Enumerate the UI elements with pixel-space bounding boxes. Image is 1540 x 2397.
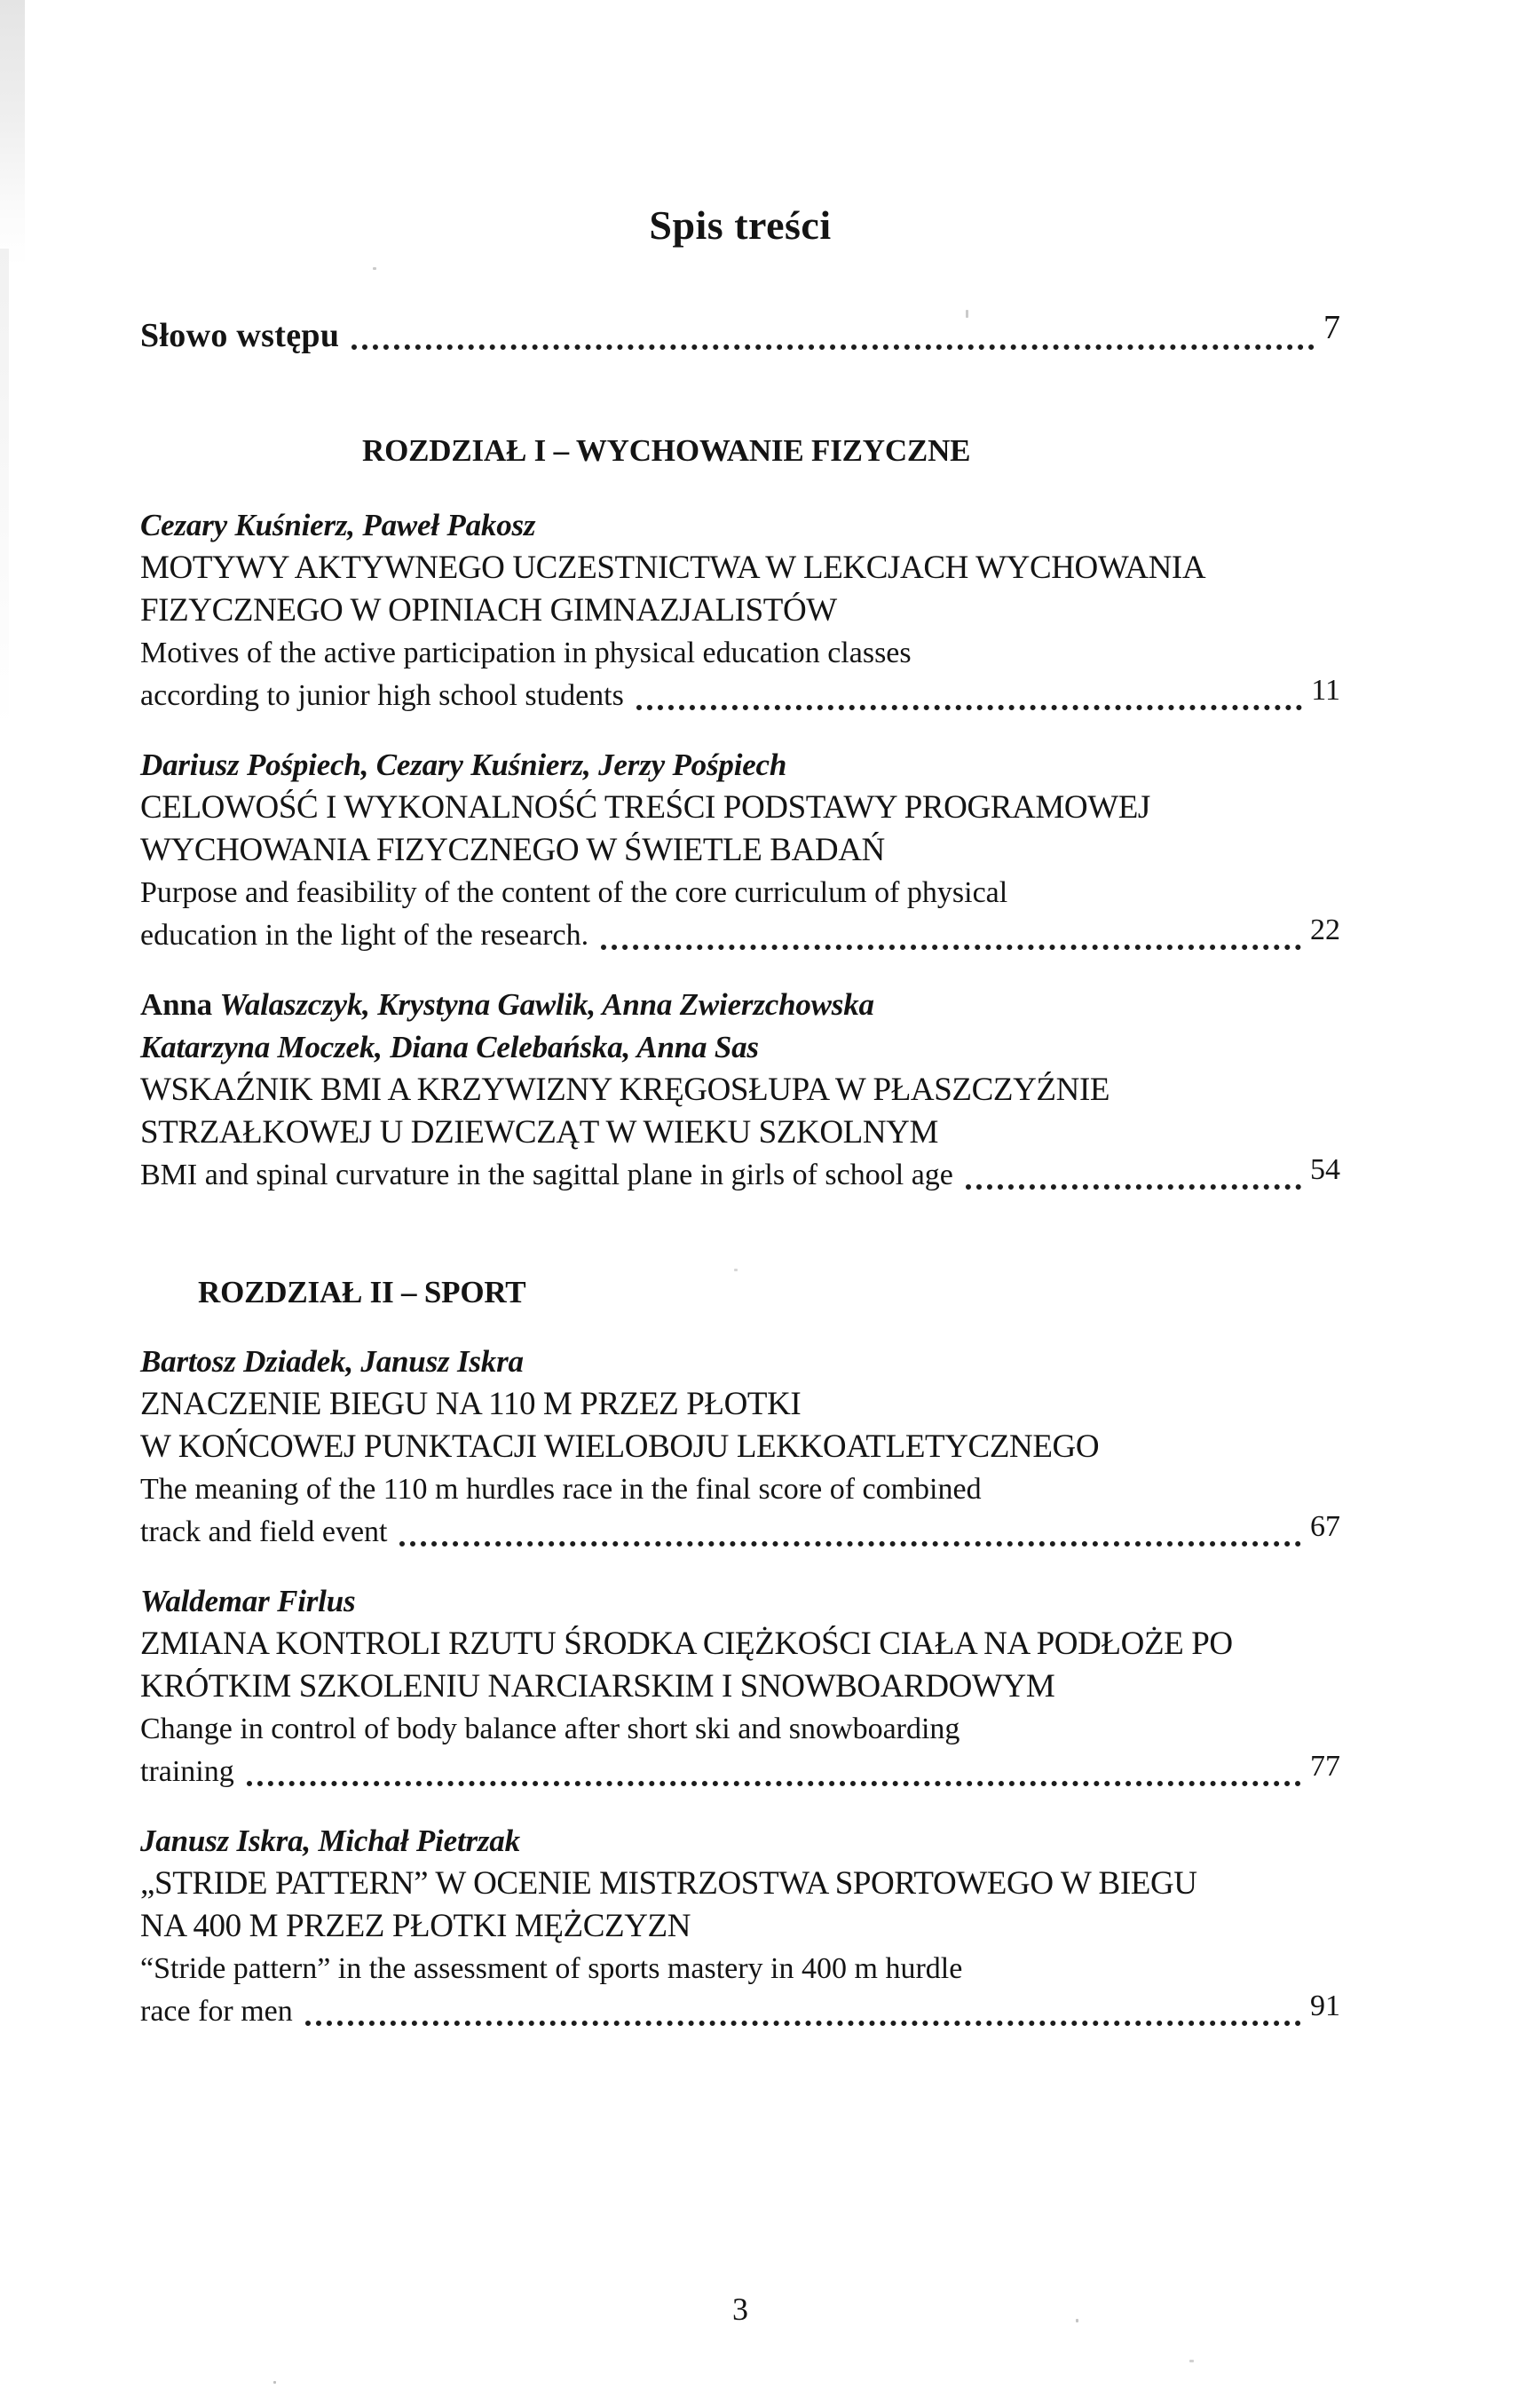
dotted-leader — [351, 344, 1315, 350]
entry-leader-row — [140, 914, 1340, 957]
entry-authors — [140, 1341, 1340, 1383]
entry-leader-row — [140, 1154, 1340, 1197]
toc-entry — [140, 984, 1340, 1197]
entry-title-line: WYCHOWANIA FIZYCZNEGO W ŚWIETLE BADAŃ — [140, 832, 885, 868]
scan-edge-shadow-fade — [0, 249, 9, 728]
toc-entry-preface — [140, 309, 1340, 357]
entry-leader-row — [140, 1751, 1340, 1793]
entry-title-line: MOTYWY AKTYWNEGO UCZESTNICTWA W LEKCJACH WYCHOWANIA — [140, 550, 1206, 586]
author-italic: Dariusz Pośpiech, Cezary Kuśnierz, Jerzy Pośpiech — [140, 748, 787, 782]
entry-page-number: 67 — [1310, 1510, 1340, 1543]
entry-leader-text: track and field event — [140, 1515, 388, 1548]
toc-entry — [140, 744, 1340, 957]
entry-title-line: ZMIANA KONTROLI RZUTU ŚRODKA CIĘŻKOŚCI CIAŁA NA PODŁOŻE PO — [140, 1626, 1233, 1662]
entry-authors — [140, 1820, 1340, 1863]
author-italic: Janusz Iskra, Michał Pietrzak — [140, 1823, 520, 1858]
entry-leader-text: according to junior high school students — [140, 679, 624, 712]
entry-leader-text: training — [140, 1755, 234, 1788]
author-italic: Katarzyna Moczek, Diana Celebańska, Anna Sas — [140, 1030, 759, 1064]
author-italic: Waldemar Firlus — [140, 1584, 356, 1618]
chapter-heading-2: ROZDZIAŁ II – SPORT — [198, 1275, 526, 1309]
dotted-leader — [601, 945, 1301, 950]
scan-edge-shadow — [0, 0, 25, 266]
entry-title-line: „STRIDE PATTERN” W OCENIE MISTRZOSTWA SPORTOWEGO W BIEGU — [140, 1865, 1197, 1902]
entry-title-line: ZNACZENIE BIEGU NA 110 M PRZEZ PŁOTKI — [140, 1386, 802, 1422]
toc-entry — [140, 504, 1340, 717]
entry-subtitle-line: Change in control of body balance after short ski and snowboarding — [140, 1713, 960, 1745]
entry-subtitle-line: Purpose and feasibility of the content of the core curriculum of physical — [140, 876, 1008, 909]
dotted-leader — [305, 2021, 1301, 2026]
entry-leader-text: education in the light of the research. — [140, 919, 589, 952]
toc-entry — [140, 1341, 1340, 1554]
dotted-leader — [966, 1184, 1301, 1190]
preface-page-number: 7 — [1323, 309, 1340, 346]
entry-page-number: 91 — [1310, 1990, 1340, 2022]
author-italic: Walaszczyk, Krystyna Gawlik, Anna Zwierzchowska — [219, 987, 874, 1022]
entry-title-line: W KOŃCOWEJ PUNKTACJI WIELOBOJU LEKKOATLETYCZNEGO — [140, 1428, 1100, 1465]
entry-title-line: STRZAŁKOWEJ U DZIEWCZĄT W WIEKU SZKOLNYM — [140, 1114, 938, 1151]
entry-page-number: 22 — [1310, 914, 1340, 946]
entry-page-number: 11 — [1311, 674, 1340, 707]
entry-authors — [140, 504, 1340, 547]
entry-authors — [140, 744, 1340, 787]
author-italic: Cezary Kuśnierz, Paweł Pakosz — [140, 508, 536, 542]
entry-title-line: NA 400 M PRZEZ PŁOTKI MĘŻCZYZN — [140, 1908, 691, 1944]
toc-content — [140, 0, 1340, 2328]
entry-subtitle-line: “Stride pattern” in the assessment of sports mastery in 400 m hurdle — [140, 1952, 963, 1985]
entry-subtitle-line: Motives of the active participation in physical education classes — [140, 637, 912, 669]
entry-authors — [140, 984, 1340, 1026]
toc-entry — [140, 1580, 1340, 1793]
toc-entry — [140, 1820, 1340, 2033]
author-roman: Anna — [140, 987, 220, 1022]
folio-page-number: 3 — [732, 2291, 748, 2327]
dotted-leader — [399, 1541, 1301, 1547]
entry-page-number: 77 — [1310, 1750, 1340, 1783]
entry-leader-row — [140, 1511, 1340, 1554]
entry-title-line: CELOWOŚĆ I WYKONALNOŚĆ TREŚCI PODSTAWY PROGRAMOWEJ — [140, 789, 1150, 826]
scan-speck — [273, 2381, 276, 2384]
entry-leader-row — [140, 675, 1340, 717]
scan-speck — [1189, 2360, 1194, 2362]
page-title: Spis treści — [649, 202, 832, 248]
entry-authors — [140, 1026, 1340, 1069]
entry-title-line: WSKAŹNIK BMI A KRZYWIZNY KRĘGOSŁUPA W PŁASZCZYŹNIE — [140, 1072, 1110, 1108]
entry-subtitle-line: The meaning of the 110 m hurdles race in the final score of combined — [140, 1473, 982, 1506]
author-italic: Bartosz Dziadek, Janusz Iskra — [140, 1344, 524, 1379]
entry-title-line: FIZYCZNEGO W OPINIACH GIMNAZJALISTÓW — [140, 592, 837, 629]
entry-leader-row — [140, 1990, 1340, 2033]
entry-leader-text: race for men — [140, 1995, 293, 2028]
dotted-leader — [636, 705, 1302, 710]
entry-page-number: 54 — [1310, 1153, 1340, 1186]
preface-label: Słowo wstępu — [140, 317, 340, 354]
entry-authors — [140, 1580, 1340, 1623]
dotted-leader — [247, 1781, 1301, 1786]
entry-leader-text: BMI and spinal curvature in the sagittal plane in girls of school age — [140, 1159, 953, 1191]
chapter-heading-1: ROZDZIAŁ I – WYCHOWANIE FIZYCZNE — [362, 433, 971, 468]
entry-title-line: KRÓTKIM SZKOLENIU NARCIARSKIM I SNOWBOARDOWYM — [140, 1668, 1055, 1705]
